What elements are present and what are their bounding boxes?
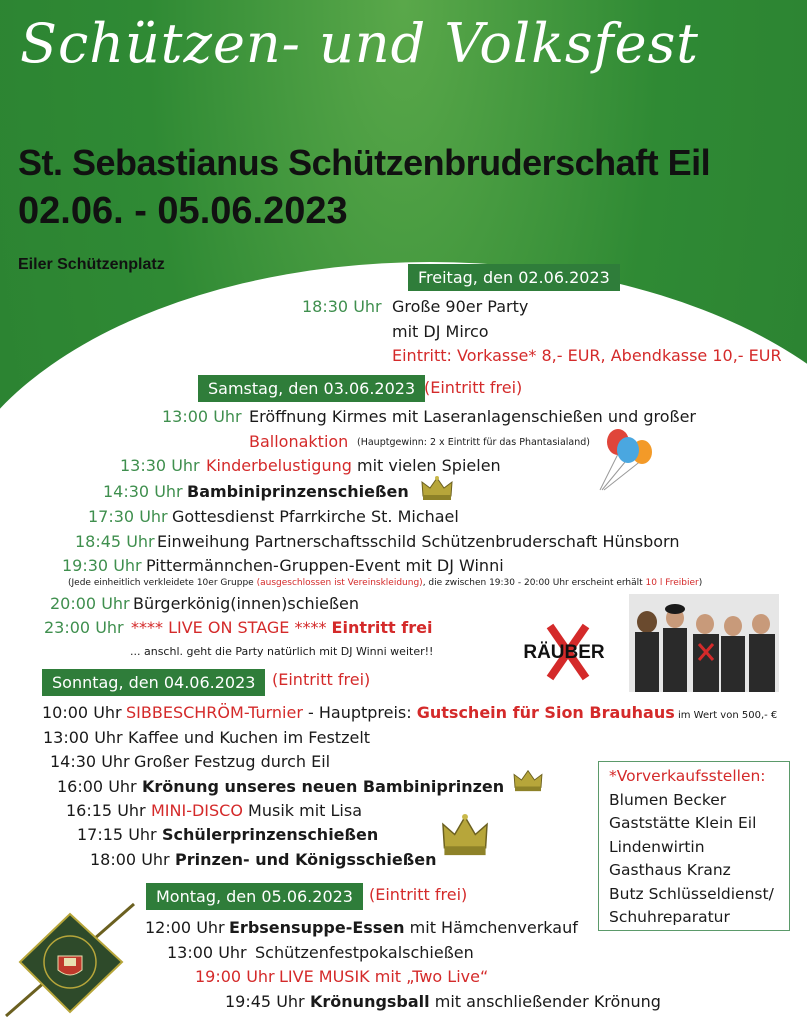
event-text: Prinzen- und Königsschießen xyxy=(175,850,437,869)
event-text: MINI-DISCO Musik mit Lisa xyxy=(151,801,363,820)
event-place: Eiler Schützenplatz xyxy=(18,256,165,273)
event-text: Krönung unseres neuen Bambiniprinzen xyxy=(142,777,505,796)
event-highlight: Ballonaktion xyxy=(249,432,349,451)
presale-item: Schuhreparatur xyxy=(609,908,730,926)
presale-title: *Vorverkaufsstellen: xyxy=(609,767,766,785)
event-text: Großer Festzug durch Eil xyxy=(134,752,331,771)
event-dates: 02.06. - 05.06.2023 xyxy=(18,190,348,232)
time: 13:00 Uhr xyxy=(43,728,123,747)
event-text: LIVE MUSIK mit „Two Live“ xyxy=(279,967,489,986)
event-text xyxy=(206,456,501,475)
time: 17:15 Uhr xyxy=(77,825,157,844)
entry-free: Eintritt frei xyxy=(331,618,433,637)
time: 18:45 Uhr xyxy=(75,532,155,551)
live-on-stage: **** LIVE ON STAGE **** xyxy=(131,618,327,637)
event-text: Schülerprinzenschießen xyxy=(162,825,379,844)
entry-free: (Eintritt frei) xyxy=(424,378,523,397)
day-header-monday: Montag, den 05.06.2023 xyxy=(146,883,363,910)
organization-name: St. Sebastianus Schützenbruderschaft Eil xyxy=(18,142,711,183)
event-text: Schützenfestpokalschießen xyxy=(255,943,474,962)
time: 19:00 Uhr xyxy=(195,967,275,986)
event-text: Erbsensuppe-Essen mit Hämchenverkauf xyxy=(229,918,578,937)
event-text: Große 90er Party xyxy=(392,297,529,316)
entry-free: (Eintritt frei) xyxy=(369,885,468,904)
day-header-friday: Freitag, den 02.06.2023 xyxy=(408,264,620,291)
time: 13:30 Uhr xyxy=(120,456,200,475)
presale-item: Butz Schlüsseldienst/ xyxy=(609,884,774,903)
band-logo xyxy=(508,620,620,682)
event-text: Kaffee und Kuchen im Festzelt xyxy=(128,728,371,747)
poster-title: Schützen- und Volksfest xyxy=(20,12,699,75)
time: 10:00 Uhr xyxy=(42,703,122,722)
day-header-sunday: Sonntag, den 04.06.2023 xyxy=(42,669,265,696)
event-text-rest: mit vielen Spielen xyxy=(351,456,501,475)
entry-price: Eintritt: Vorkasse* 8,- EUR, Abendkasse 10,- EUR xyxy=(392,346,782,365)
event-text xyxy=(131,618,432,637)
event-note: ... anschl. geht die Party natürlich mit DJ Winni weiter!! xyxy=(130,645,434,658)
event-text: Einweihung Partnerschaftsschild Schützenbruderschaft Hünsborn xyxy=(157,532,680,551)
event-text: Bambiniprinzenschießen xyxy=(187,482,409,501)
crown-icon xyxy=(512,767,544,797)
presale-item: Lindenwirtin xyxy=(609,837,705,856)
time: 13:00 Uhr xyxy=(162,407,242,426)
event-note: (Hauptgewinn: 2 x Eintritt für das Phantasialand) xyxy=(357,437,590,448)
time: 19:30 Uhr xyxy=(62,556,142,575)
presale-box xyxy=(598,761,790,931)
flag-icon xyxy=(0,900,140,1020)
event-text: SIBBESCHRÖM-Turnier - Hauptpreis: Gutschein für Sion Brauhaus im Wert von 500,- € xyxy=(126,703,778,722)
time: 12:00 Uhr xyxy=(145,918,225,937)
time: 16:00 Uhr xyxy=(57,777,137,796)
time: 23:00 Uhr xyxy=(44,618,124,637)
presale-item: Blumen Becker xyxy=(609,790,727,809)
presale-item: Gasthaus Kranz xyxy=(609,861,731,879)
entry-free: (Eintritt frei) xyxy=(272,670,371,689)
event-text: Gottesdienst Pfarrkirche St. Michael xyxy=(172,507,459,526)
time: 14:30 Uhr xyxy=(50,752,130,771)
time: 18:30 Uhr xyxy=(302,297,382,316)
time: 13:00 Uhr xyxy=(167,943,247,962)
time: 18:00 Uhr xyxy=(90,850,170,869)
time: 19:45 Uhr xyxy=(225,992,305,1011)
time: 20:00 Uhr xyxy=(50,594,130,613)
crown-icon xyxy=(440,812,490,864)
event-text: Krönungsball mit anschließender Krönung xyxy=(310,992,661,1011)
event-text: mit DJ Mirco xyxy=(392,322,489,341)
crown-icon xyxy=(420,474,454,506)
time: 14:30 Uhr xyxy=(103,482,183,501)
time: 16:15 Uhr xyxy=(66,801,146,820)
event-text: Bürgerkönig(innen)schießen xyxy=(133,594,360,613)
event-highlight: Kinderbelustigung xyxy=(206,456,352,475)
band-name: RÄUBER xyxy=(523,642,605,663)
event-note: (Jede einheitlich verkleidete 10er Gruppe (ausgeschlossen ist Vereinskleidung), die zwischen 19:30 - 20:00 Uhr erscheint erhält 10 l Freibier) xyxy=(68,578,703,588)
event-text: Pittermännchen-Gruppen-Event mit DJ Winni xyxy=(146,556,504,575)
day-header-saturday: Samstag, den 03.06.2023 xyxy=(198,375,425,402)
balloons-icon xyxy=(590,428,660,494)
presale-item: Gaststätte Klein Eil xyxy=(609,814,757,832)
time: 17:30 Uhr xyxy=(88,507,168,526)
event-text: Eröffnung Kirmes mit Laseranlagenschießen und großer xyxy=(249,407,697,426)
band-photo xyxy=(629,594,779,692)
